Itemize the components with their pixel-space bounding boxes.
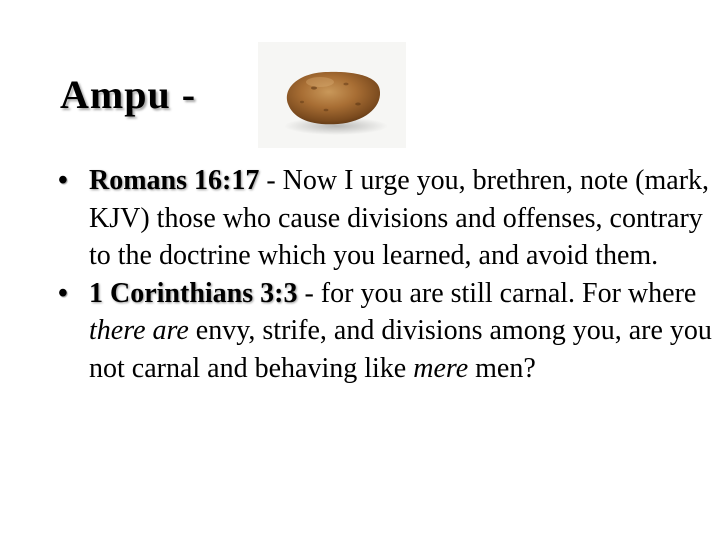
scripture-reference: Romans 16:17	[89, 165, 260, 196]
verse-italic-text: there are	[89, 315, 189, 346]
potato-image	[258, 42, 406, 148]
verse-text: - Now I urge you, brethren, note (mark, KJV) those who cause divisions and offenses, contrary to the doctrine which you learned, and avoid them.	[89, 165, 710, 271]
verse-italic-text: mere	[413, 352, 469, 384]
scripture-reference: 1 Corinthians 3:3	[89, 277, 298, 309]
bullet-list	[58, 162, 718, 387]
bullet-romans	[58, 162, 718, 275]
bullet-marker: •	[58, 277, 68, 309]
bullet-corinthians	[58, 275, 718, 388]
verse-text: - for you are still carnal. For where	[297, 277, 697, 309]
bullet-marker: •	[58, 165, 68, 196]
verse-text: men?	[468, 352, 536, 384]
verse-text: envy, strife, and divisions among you, are you not carnal and behaving like	[89, 315, 712, 384]
slide-title: Ampu -	[60, 72, 197, 117]
